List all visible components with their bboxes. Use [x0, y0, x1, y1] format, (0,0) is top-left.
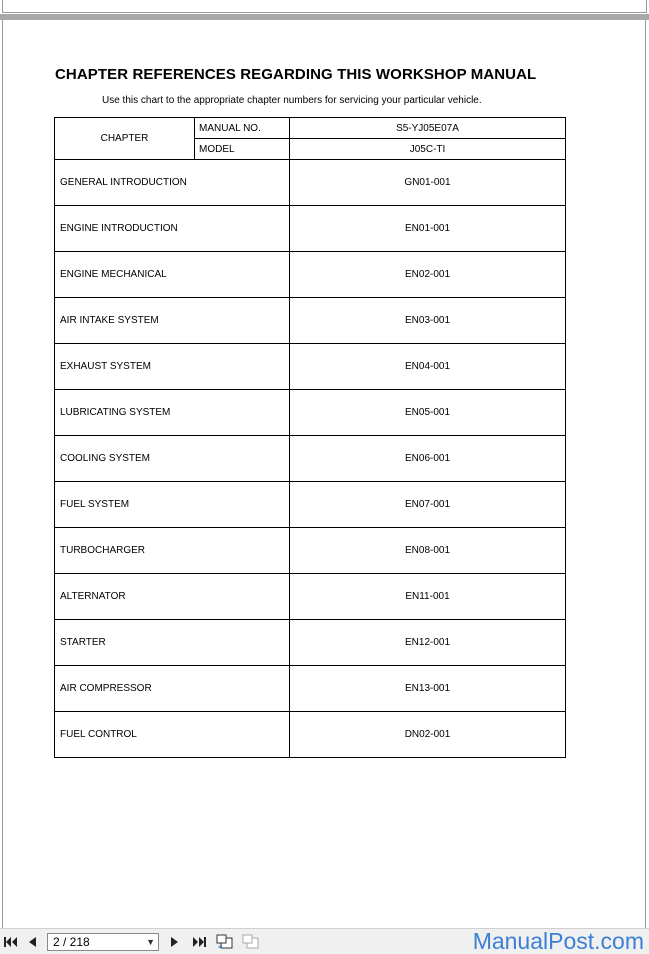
chapter-reference-table: [54, 117, 566, 758]
chapter-name-cell: AIR INTAKE SYSTEM: [55, 298, 290, 344]
chapter-code-cell: EN08-001: [290, 528, 566, 574]
first-page-icon[interactable]: [2, 933, 20, 951]
table-row: [55, 390, 566, 436]
table-row: [55, 620, 566, 666]
previous-page-icon[interactable]: [23, 933, 41, 951]
chapter-code-cell: EN05-001: [290, 390, 566, 436]
chapter-code-cell: EN06-001: [290, 436, 566, 482]
chapter-code-cell: EN11-001: [290, 574, 566, 620]
chapter-code-cell: EN07-001: [290, 482, 566, 528]
chapter-name-cell: ENGINE MECHANICAL: [55, 252, 290, 298]
model-label: MODEL: [195, 139, 290, 160]
table-row: [55, 298, 566, 344]
table-row: [55, 666, 566, 712]
pdf-viewer-toolbar: [0, 928, 649, 954]
chapter-name-cell: COOLING SYSTEM: [55, 436, 290, 482]
page-indicator: 2 / 218: [53, 935, 90, 949]
chapter-code-cell: EN13-001: [290, 666, 566, 712]
table-row: [55, 344, 566, 390]
table-row: [55, 712, 566, 758]
chapter-name-cell: LUBRICATING SYSTEM: [55, 390, 290, 436]
chapter-name-cell: AIR COMPRESSOR: [55, 666, 290, 712]
chapter-code-cell: DN02-001: [290, 712, 566, 758]
page-subtitle: Use this chart to the appropriate chapter numbers for servicing your particular vehicle.: [102, 95, 482, 106]
table-row: [55, 574, 566, 620]
table-header-row: [55, 118, 566, 139]
chapter-name-cell: ALTERNATOR: [55, 574, 290, 620]
chapter-name-cell: FUEL SYSTEM: [55, 482, 290, 528]
page-title: CHAPTER REFERENCES REGARDING THIS WORKSHOP MANUAL: [55, 66, 537, 83]
next-page-icon[interactable]: [166, 933, 184, 951]
chapter-name-cell: EXHAUST SYSTEM: [55, 344, 290, 390]
manual-no-value: S5-YJ05E07A: [290, 118, 566, 139]
brand-watermark: ManualPost.com: [472, 928, 644, 954]
go-back-view-icon[interactable]: [216, 933, 234, 951]
table-row: [55, 160, 566, 206]
chapter-name-cell: TURBOCHARGER: [55, 528, 290, 574]
chapter-code-cell: EN01-001: [290, 206, 566, 252]
table-row: [55, 252, 566, 298]
table-row: [55, 528, 566, 574]
chapter-code-cell: EN12-001: [290, 620, 566, 666]
previous-page-strip: [0, 0, 649, 20]
chapter-name-cell: GENERAL INTRODUCTION: [55, 160, 290, 206]
manual-no-label: MANUAL NO.: [195, 118, 290, 139]
page-number-select[interactable]: [47, 933, 159, 951]
chapter-name-cell: FUEL CONTROL: [55, 712, 290, 758]
chapter-code-cell: EN03-001: [290, 298, 566, 344]
go-forward-view-icon[interactable]: [242, 933, 260, 951]
table-row: [55, 482, 566, 528]
chapter-name-cell: ENGINE INTRODUCTION: [55, 206, 290, 252]
last-page-icon[interactable]: [190, 933, 208, 951]
table-row: [55, 206, 566, 252]
chapter-code-cell: GN01-001: [290, 160, 566, 206]
chapter-header: CHAPTER: [55, 118, 195, 160]
chevron-down-icon: ▼: [146, 937, 155, 947]
table-row: [55, 436, 566, 482]
chapter-name-cell: STARTER: [55, 620, 290, 666]
model-value: J05C-TI: [290, 139, 566, 160]
previous-page-edge: [2, 0, 647, 13]
chapter-code-cell: EN02-001: [290, 252, 566, 298]
document-page: [2, 20, 646, 928]
chapter-code-cell: EN04-001: [290, 344, 566, 390]
